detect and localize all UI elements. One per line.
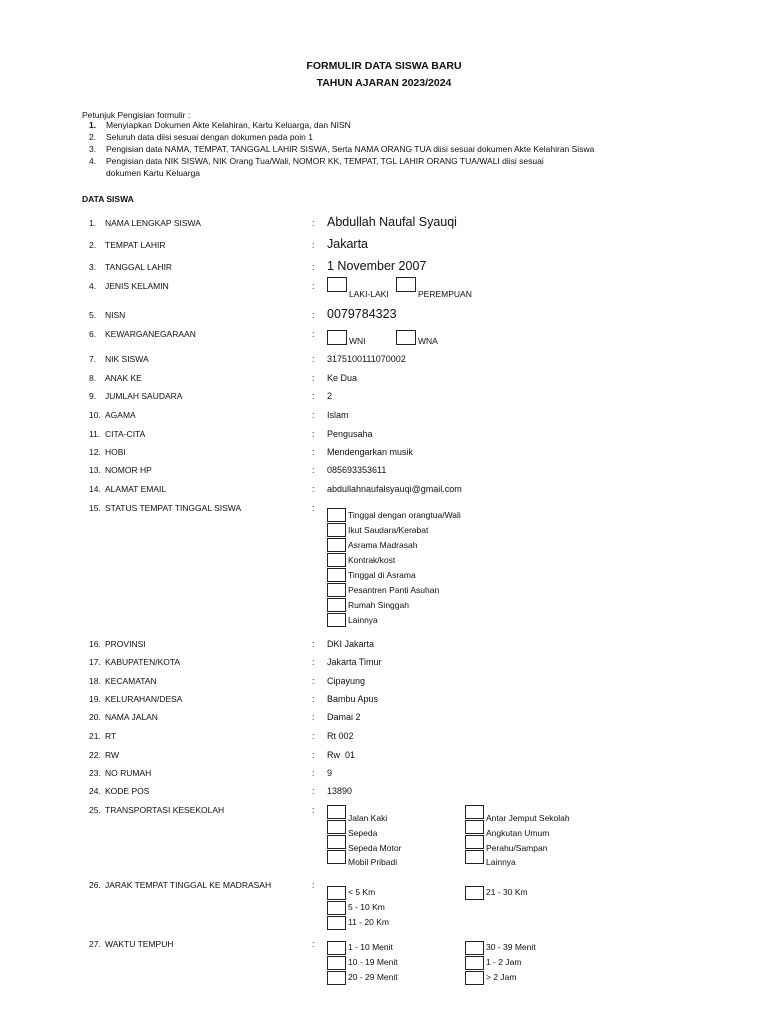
- colon: :: [312, 694, 315, 704]
- field-value-nomor-hp[interactable]: 085693353611: [327, 465, 387, 475]
- checkbox-waktu[interactable]: [465, 971, 484, 985]
- checkbox-status[interactable]: [327, 553, 346, 567]
- option-label: 5 - 10 Km: [348, 902, 385, 912]
- field-label: STATUS TEMPAT TINGGAL SISWA: [105, 503, 242, 513]
- colon: :: [312, 391, 315, 401]
- field-value-nisn[interactable]: 0079784323: [327, 307, 397, 321]
- option-label: 10 - 19 Menit: [348, 957, 398, 967]
- checkbox-laki-laki[interactable]: [327, 277, 347, 292]
- field-value-no-rumah[interactable]: 9: [327, 768, 333, 778]
- checkbox-waktu[interactable]: [327, 941, 346, 955]
- checkbox-status[interactable]: [327, 523, 346, 537]
- field-no: 20.: [89, 712, 101, 722]
- checkbox-waktu[interactable]: [465, 941, 484, 955]
- colon: :: [312, 805, 315, 815]
- field-label: PROVINSI: [105, 639, 146, 649]
- option-label: Tinggal dengan orangtua/Wali: [348, 510, 461, 520]
- form-subtitle: TAHUN AJARAN 2023/2024: [316, 77, 452, 89]
- section-heading: DATA SISWA: [82, 194, 134, 204]
- colon: :: [312, 240, 315, 250]
- field-label: JARAK TEMPAT TINGGAL KE MADRASAH: [105, 880, 272, 890]
- colon: :: [312, 410, 315, 420]
- field-label: TANGGAL LAHIR: [105, 262, 173, 272]
- instruction-text: Seluruh data diisi sesuai dengan dokumen pada poin 1: [106, 132, 313, 142]
- colon: :: [312, 447, 315, 457]
- checkbox-perempuan[interactable]: [396, 277, 416, 292]
- option-label: 11 - 20 Km: [348, 917, 389, 927]
- checkbox-status[interactable]: [327, 598, 346, 612]
- field-label: NISN: [105, 310, 126, 320]
- colon: :: [312, 657, 315, 667]
- field-no: 18.: [89, 676, 101, 686]
- checkbox-jarak[interactable]: [327, 916, 346, 930]
- instruction-text: Pengisian data NAMA, TEMPAT, TANGGAL LAHIR SISWA, Serta NAMA ORANG TUA diisi sesuai dokumen Akte Kelahiran Siswa: [106, 144, 595, 154]
- field-value-tanggal-lahir[interactable]: 1 November 2007: [327, 259, 427, 273]
- field-no: 15.: [89, 503, 101, 513]
- checkbox-transport[interactable]: [465, 805, 484, 819]
- field-no: 12.: [89, 447, 101, 457]
- field-label: NOMOR HP: [105, 465, 152, 475]
- colon: :: [312, 262, 315, 272]
- field-label: NAMA LENGKAP SISWA: [105, 218, 201, 228]
- field-label: KEWARGANEGARAAN: [105, 329, 196, 339]
- field-value-kabupaten[interactable]: Jakarta Timur: [327, 657, 382, 667]
- option-label: Lainnya: [348, 615, 378, 625]
- field-label: KABUPATEN/KOTA: [105, 657, 181, 667]
- option-label: 20 - 29 Menit: [348, 972, 398, 982]
- option-label: Mobil Pribadi: [348, 857, 398, 867]
- colon: :: [312, 768, 315, 778]
- field-label: CITA-CITA: [105, 429, 146, 439]
- option-label: Pesantren Panti Asuhan: [348, 585, 440, 595]
- field-value-tempat-lahir[interactable]: Jakarta: [327, 237, 368, 251]
- field-value-nama[interactable]: Abdullah Naufal Syauqi: [327, 215, 457, 229]
- field-no: 22.: [89, 750, 101, 760]
- field-label: AGAMA: [105, 410, 136, 420]
- field-no: 17.: [89, 657, 101, 667]
- field-no: 16.: [89, 639, 101, 649]
- field-label: ALAMAT EMAIL: [105, 484, 167, 494]
- field-no: 10.: [89, 410, 101, 420]
- field-no: 21.: [89, 731, 101, 741]
- field-value-hobi[interactable]: Mendengarkan musik: [327, 447, 414, 457]
- colon: :: [312, 484, 315, 494]
- instruction-text-cont: dokumen Kartu Keluarga: [106, 168, 201, 178]
- field-no: 7.: [89, 354, 97, 364]
- field-value-anak-ke[interactable]: Ke Dua: [327, 373, 358, 383]
- field-label: HOBI: [105, 447, 126, 457]
- checkbox-jarak[interactable]: [465, 886, 484, 900]
- checkbox-status[interactable]: [327, 583, 346, 597]
- colon: :: [312, 310, 315, 320]
- checkbox-status[interactable]: [327, 508, 346, 522]
- colon: :: [312, 676, 315, 686]
- checkbox-status[interactable]: [327, 568, 346, 582]
- field-no: 14.: [89, 484, 101, 494]
- option-label: Ikut Saudara/Kerabat: [348, 525, 429, 535]
- checkbox-jarak[interactable]: [327, 901, 346, 915]
- option-label: 1 - 2 Jam: [486, 957, 522, 967]
- colon: :: [312, 281, 315, 291]
- option-label: LAKI-LAKI: [349, 289, 389, 299]
- option-label: WNI: [349, 336, 366, 346]
- field-value-provinsi[interactable]: DKI Jakarta: [327, 639, 375, 649]
- field-label: KODE POS: [105, 786, 150, 796]
- colon: :: [312, 329, 315, 339]
- option-label: 1 - 10 Menit: [348, 942, 393, 952]
- field-label: KELURAHAN/DESA: [105, 694, 183, 704]
- field-value-kode-pos[interactable]: 13890: [327, 786, 353, 796]
- checkbox-transport[interactable]: [465, 835, 484, 849]
- checkbox-wni[interactable]: [327, 330, 347, 345]
- field-no: 4.: [89, 281, 97, 291]
- field-label: TEMPAT LAHIR: [105, 240, 166, 250]
- field-no: 5.: [89, 310, 97, 320]
- field-no: 2.: [89, 240, 97, 250]
- colon: :: [312, 639, 315, 649]
- field-value-nik[interactable]: 3175100111070002: [327, 354, 406, 364]
- option-label: Antar Jemput Sekolah: [486, 813, 570, 823]
- colon: :: [312, 503, 315, 513]
- field-label: RW: [105, 750, 120, 760]
- field-label: ANAK KE: [105, 373, 142, 383]
- checkbox-transport[interactable]: [327, 835, 346, 849]
- field-label: NO RUMAH: [105, 768, 152, 778]
- option-label: Rumah Singgah: [348, 600, 409, 610]
- field-label: NIK SISWA: [105, 354, 149, 364]
- checkbox-transport[interactable]: [465, 850, 484, 864]
- colon: :: [312, 429, 315, 439]
- field-label: JUMLAH SAUDARA: [105, 391, 183, 401]
- field-value-cita-cita[interactable]: Pengusaha: [327, 429, 373, 439]
- colon: :: [312, 354, 315, 364]
- checkbox-transport[interactable]: [327, 805, 346, 819]
- option-label: Perahu/Sampan: [486, 843, 548, 853]
- option-label: PEREMPUAN: [418, 289, 472, 299]
- option-label: WNA: [418, 336, 438, 346]
- field-value-nama-jalan[interactable]: Damai 2: [327, 712, 361, 722]
- field-no: 25.: [89, 805, 101, 815]
- option-label: 30 - 39 Menit: [486, 942, 536, 952]
- field-no: 26.: [89, 880, 101, 890]
- field-no: 11.: [89, 429, 101, 439]
- option-label: Kontrak/kost: [348, 555, 396, 565]
- field-no: 6.: [89, 329, 97, 339]
- checkbox-transport[interactable]: [465, 820, 484, 834]
- instruction-text: Menyiapkan Dokumen Akte Kelahiran, Kartu Keluarga, dan NISN: [106, 120, 351, 130]
- instructions-heading: Petunjuk Pengisian formulir :: [82, 110, 191, 120]
- field-label: NAMA JALAN: [105, 712, 158, 722]
- field-no: 1.: [89, 218, 97, 228]
- field-value-kecamatan[interactable]: Cipayung: [327, 676, 366, 686]
- instruction-no: 3.: [89, 144, 97, 154]
- colon: :: [312, 880, 315, 890]
- colon: :: [312, 786, 315, 796]
- colon: :: [312, 373, 315, 383]
- field-label: TRANSPORTASI KESEKOLAH: [105, 805, 225, 815]
- field-no: 3.: [89, 262, 97, 272]
- colon: :: [312, 731, 315, 741]
- checkbox-transport[interactable]: [327, 820, 346, 834]
- field-no: 27.: [89, 939, 101, 949]
- checkbox-waktu[interactable]: [327, 956, 346, 970]
- option-label: Angkutan Umum: [486, 828, 550, 838]
- form-title: FORMULIR DATA SISWA BARU: [306, 60, 462, 72]
- colon: :: [312, 465, 315, 475]
- field-no: 13.: [89, 465, 101, 475]
- field-no: 23.: [89, 768, 101, 778]
- field-value-kelurahan[interactable]: Bambu Apus: [327, 694, 379, 704]
- field-no: 9.: [89, 391, 97, 401]
- checkbox-transport[interactable]: [327, 850, 346, 864]
- field-value-agama[interactable]: Islam: [327, 410, 349, 420]
- instruction-no: 2.: [89, 132, 97, 142]
- checkbox-waktu[interactable]: [327, 971, 346, 985]
- option-label: Jalan Kaki: [348, 813, 388, 823]
- option-label: 21 - 30 Km: [486, 887, 528, 897]
- field-value-email[interactable]: abdullahnaufalsyauqi@gmail.com: [327, 484, 462, 494]
- instruction-text: Pengisian data NIK SISWA, NIK Orang Tua/Wali, NOMOR KK, TEMPAT, TGL LAHIR ORANG TUA/WALI diisi sesuai: [106, 156, 544, 166]
- option-label: > 2 Jam: [486, 972, 517, 982]
- checkbox-status[interactable]: [327, 613, 346, 627]
- instruction-no: 4.: [89, 156, 97, 166]
- field-label: JENIS KELAMIN: [105, 281, 169, 291]
- colon: :: [312, 712, 315, 722]
- checkbox-status[interactable]: [327, 538, 346, 552]
- option-label: < 5 Km: [348, 887, 376, 897]
- option-label: Tinggal di Asrama: [348, 570, 416, 580]
- checkbox-wna[interactable]: [396, 330, 416, 345]
- option-label: Asrama Madrasah: [348, 540, 418, 550]
- field-value-rt[interactable]: Rt 002: [327, 731, 354, 741]
- option-label: Sepeda: [348, 828, 378, 838]
- instruction-no: 1.: [89, 120, 97, 130]
- checkbox-waktu[interactable]: [465, 956, 484, 970]
- field-no: 19.: [89, 694, 101, 704]
- option-label: Sepeda Motor: [348, 843, 402, 853]
- field-label: RT: [105, 731, 117, 741]
- checkbox-jarak[interactable]: [327, 886, 346, 900]
- field-label: WAKTU TEMPUH: [105, 939, 174, 949]
- field-label: KECAMATAN: [105, 676, 157, 686]
- colon: :: [312, 939, 315, 949]
- field-value-jumlah-saudara[interactable]: 2: [327, 391, 333, 401]
- field-no: 24.: [89, 786, 101, 796]
- field-value-rw[interactable]: Rw 01: [327, 750, 356, 760]
- field-no: 8.: [89, 373, 97, 383]
- colon: :: [312, 750, 315, 760]
- colon: :: [312, 218, 315, 228]
- option-label: Lainnya: [486, 857, 516, 867]
